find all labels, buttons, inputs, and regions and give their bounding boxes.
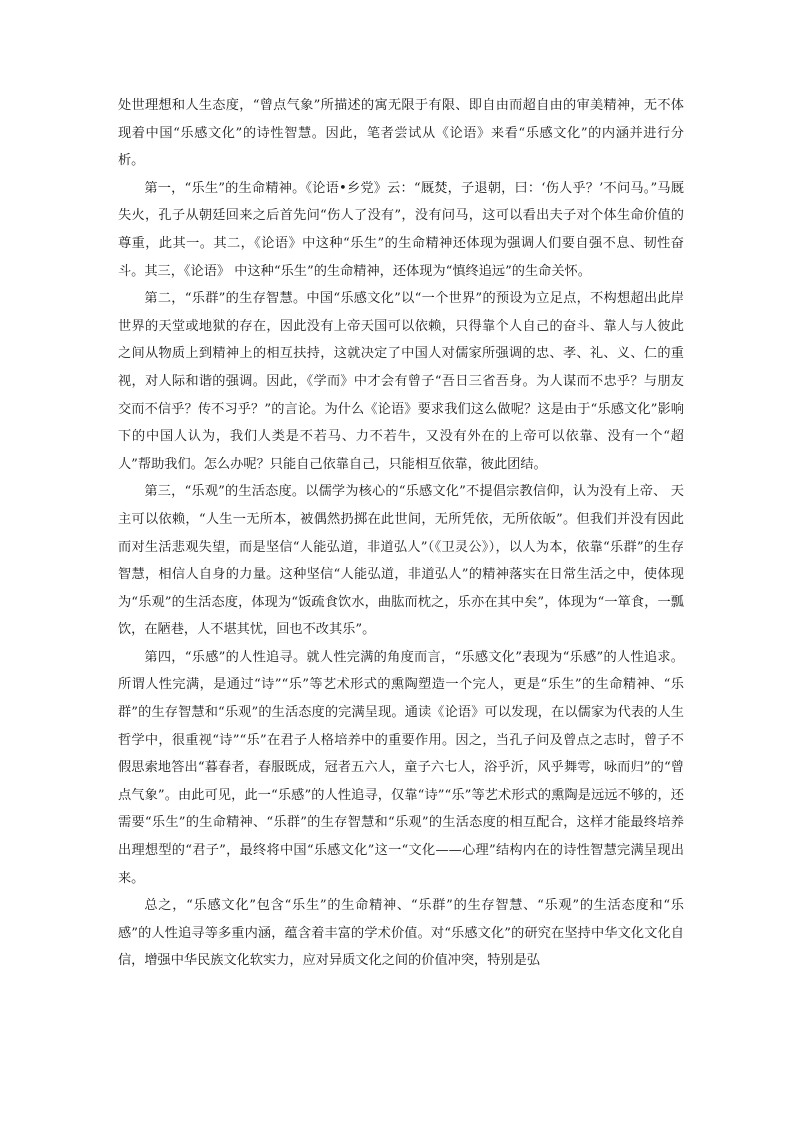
paragraph-5: 第四，“乐感”的人性追寻。就人性完满的角度而言，“乐感文化”表现为“乐感”的人性追求。所谓人性完满，是通过“诗”“乐”等艺术形式的熏陶塑造一个完人，更是“乐生”的生命精神、“乐群”的生存智慧和“乐观”的生活态度的完满呈现。通读《论语》可以发现，在以儒家为代表的人生哲学中，很重视“诗”“乐”在君子人格培养中的重要作用。因之，当孔子问及曾点之志时，曾子不假思索地答出“暮春者，春服既成，冠者五六人，童子六七人，浴乎沂，风乎舞雩，咏而归”的“曾点气象”。由此可见，此一“乐感”的人性追寻，仅靠“诗”“乐”等艺术形式的熏陶是远远不够的，还需要“乐生”的生命精神、“乐群”的生存智慧和“乐观”的生活态度的相互配合，这样才能最终培养出理想型的“君子”，最终将中国“乐感文化”这一“文化——心理”结构内在的诗性智慧完满呈现出来。 [118,649,684,886]
document-page [118,92,684,975]
paragraph-3: 第二，“乐群”的生存智慧。中国“乐感文化”以“一个世界”的预设为立足点，不构想超出此岸世界的天堂或地狱的存在，因此没有上帝天国可以依赖，只得靠个人自己的奋斗、靠人与人彼此之间从物质上到精神上的相互扶持，这就决定了中国人对儒家所强调的忠、孝、礼、义、仁的重视，对人际和谐的强调。因此，《学而》中才会有曾子“吾日三省吾身。为人谋而不忠乎？与朋友交而不信乎？传不习乎？”的言论。为什么《论语》要求我们这么做呢？这是由于“乐感文化”影响下的中国人认为，我们人类是不若马、力不若牛，又没有外在的上帝可以依靠、没有一个“超人”帮助我们。怎么办呢？只能自己依靠自己，只能相互依靠，彼此团结。 [118,291,684,472]
paragraph-1: 处世理想和人生态度，“曾点气象”所描述的寓无限于有限、即自由而超自由的审美精神，无不体现着中国“乐感文化”的诗性智慧。因此，笔者尝试从《论语》来看“乐感文化”的内涵并进行分析。 [118,98,684,169]
paragraph-4: 第三，“乐观”的生活态度。以儒学为核心的“乐感文化”不提倡宗教信仰，认为没有上帝、 天主可以依赖，“人生一无所本，被偶然扔掷在此世间，无所凭依，无所依皈”。但我们并没有因此而对生活悲观失望，而是坚信“人能弘道，非道弘人”（《卫灵公》），以人为本，依靠“乐群”的生存智慧，相信人自身的力量。这种坚信“人能弘道，非道弘人”的精神落实在日常生活之中，使体现为“乐观”的生活态度，体现为“饭疏食饮水，曲肱而枕之，乐亦在其中矣”，体现为“一箪食，一瓢饮，在陋巷，人不堪其忧，回也不改其乐”。 [118,484,684,638]
paragraph-2: 第一，“乐生”的生命精神。《论语•乡党》云：“厩焚，子退朝，曰：‘伤人乎？’不问马。”马厩失火，孔子从朝廷回来之后首先问“伤人了没有”，没有问马，这可以看出夫子对个体生命价值的尊重，此其一。其二，《论语》中这种“乐生”的生命精神还体现为强调人们要自强不息、韧性奋斗。其三，《论语》 中这种“乐生”的生命精神，还体现为“慎终追远”的生命关怀。 [118,180,684,279]
paragraph-6: 总之，“乐感文化”包含“乐生”的生命精神、“乐群”的生存智慧、“乐观”的生活态度和“乐感”的人性追寻等多重内涵，蕴含着丰富的学术价值。对“乐感文化”的研究在坚持中华文化文化自信，增强中华民族文化软实力，应对异质文化之间的价值冲突，特别是弘 [118,898,684,969]
